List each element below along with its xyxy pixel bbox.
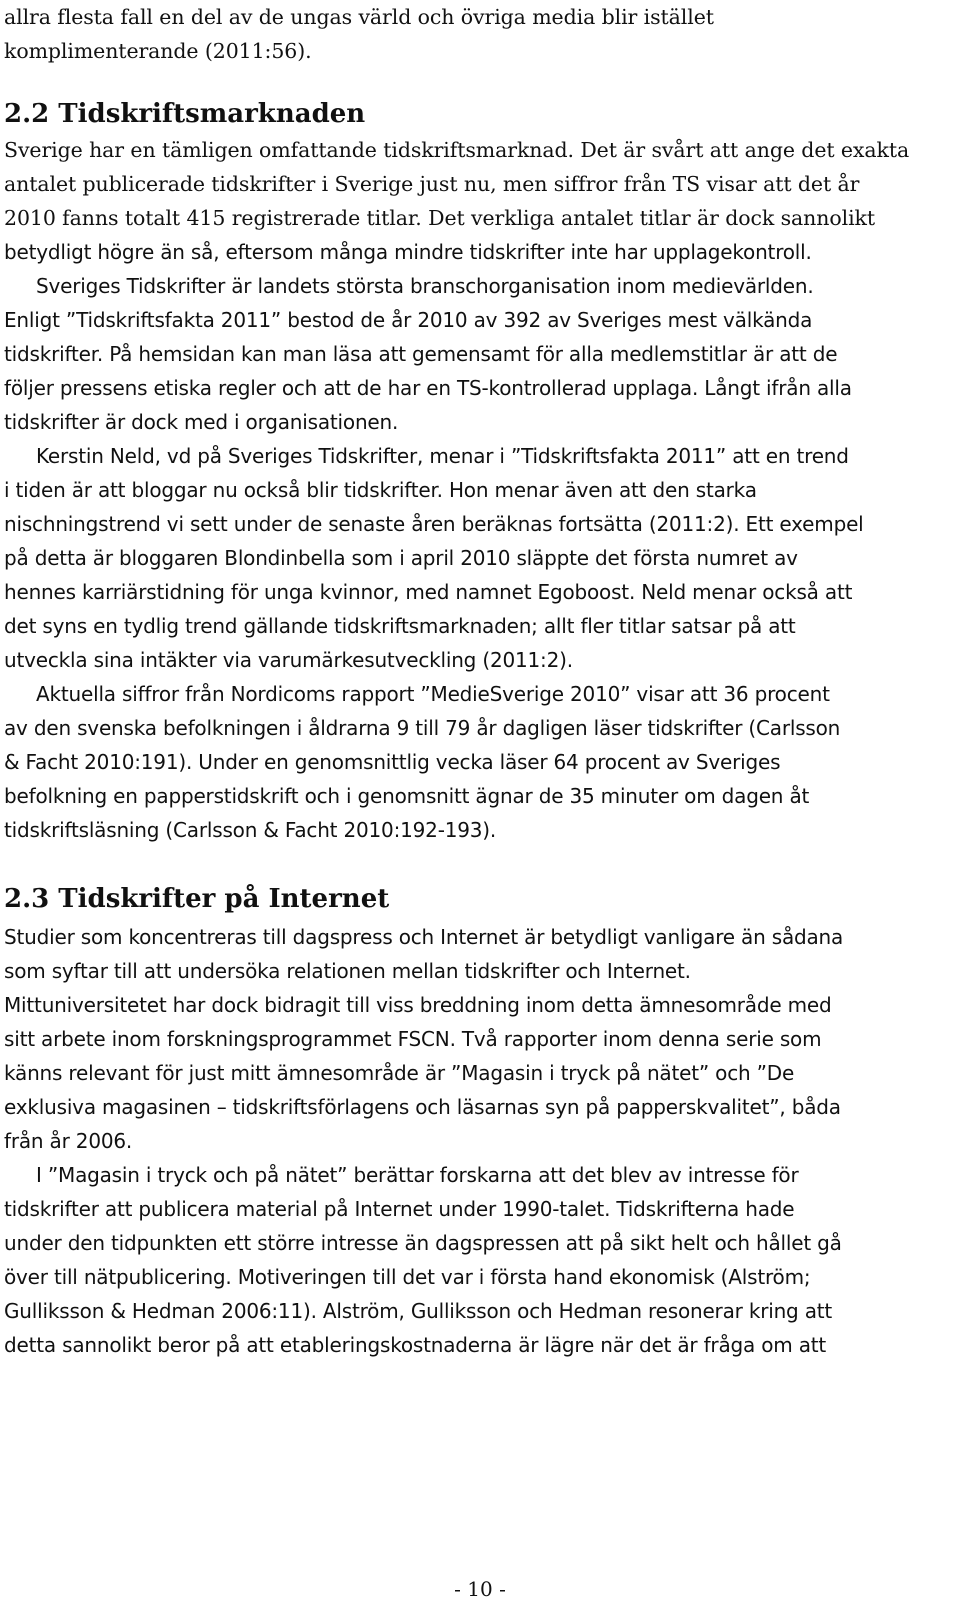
body-text-line: & Facht 2010:191). Under en genomsnittlig vecka läser 64 procent av Sveriges: [4, 750, 781, 774]
body-text-line: Studier som koncentreras till dagspress och Internet är betydligt vanligare än sådana: [4, 925, 844, 949]
body-text-line: detta sannolikt beror på att etableringskostnaderna är lägre när det är fråga om att: [4, 1333, 827, 1357]
body-text-line: tidskrifter är dock med i organisationen.: [4, 410, 399, 434]
body-text-line: I ”Magasin i tryck och på nätet” berättar forskarna att det blev av intresse för: [36, 1163, 799, 1187]
body-text-line: tidskrifter att publicera material på Internet under 1990-talet. Tidskrifterna hade: [4, 1197, 795, 1221]
body-text-line: sitt arbete inom forskningsprogrammet FSCN. Två rapporter inom denna serie som: [4, 1027, 822, 1051]
body-text-line: antalet publicerade tidskrifter i Sverige just nu, men siffror från TS visar att det år: [4, 172, 860, 196]
body-text-line: Sveriges Tidskrifter är landets största branschorganisation inom medievärlden.: [36, 274, 814, 298]
body-text-line: i tiden är att bloggar nu också blir tidskrifter. Hon menar även att den starka: [4, 478, 757, 502]
body-text-line: Enligt ”Tidskriftsfakta 2011” bestod de år 2010 av 392 av Sveriges mest välkända: [4, 308, 813, 332]
body-text-line: Aktuella siffror från Nordicoms rapport ”MedieSverige 2010” visar att 36 procent: [36, 682, 830, 706]
body-text-line: från år 2006.: [4, 1129, 133, 1153]
body-text-line: följer pressens etiska regler och att de har en TS-kontrollerad upplaga. Långt ifrån alla: [4, 376, 852, 400]
section-heading-2-3: 2.3 Tidskrifter på Internet: [4, 884, 390, 914]
body-text-line: det syns en tydlig trend gällande tidskriftsmarknaden; allt fler titlar satsar på att: [4, 614, 796, 638]
body-text-line: Mittuniversitetet har dock bidragit till viss breddning inom detta ämnesområde med: [4, 993, 832, 1017]
body-text-line: exklusiva magasinen – tidskriftsförlagens och läsarnas syn på papperskvalitet”, båda: [4, 1095, 841, 1119]
body-text-line: som syftar till att undersöka relationen mellan tidskrifter och Internet.: [4, 959, 691, 983]
body-text-line: över till nätpublicering. Motiveringen till det var i första hand ekonomisk (Alström;: [4, 1265, 811, 1289]
body-text-line: på detta är bloggaren Blondinbella som i april 2010 släppte det första numret av: [4, 546, 798, 570]
body-text-line: tidskrifter. På hemsidan kan man läsa att gemensamt för alla medlemstitlar är att de: [4, 342, 838, 366]
body-text-line: Sverige har en tämligen omfattande tidskriftsmarknad. Det är svårt att ange det exakta: [4, 138, 910, 162]
body-text-line: nischningstrend vi sett under de senaste åren beräknas fortsätta (2011:2). Ett exempel: [4, 512, 864, 536]
body-text-line: allra flesta fall en del av de ungas värld och övriga media blir istället: [4, 5, 714, 29]
body-text-line: tidskriftsläsning (Carlsson & Facht 2010:192-193).: [4, 818, 497, 842]
body-text-line: Gulliksson & Hedman 2006:11). Alström, Gulliksson och Hedman resonerar kring att: [4, 1299, 833, 1323]
body-text-line: komplimenterande (2011:56).: [4, 39, 312, 63]
body-text-line: utveckla sina intäkter via varumärkesutveckling (2011:2).: [4, 648, 573, 672]
body-text-line: Kerstin Neld, vd på Sveriges Tidskrifter, menar i ”Tidskriftsfakta 2011” att en trend: [36, 444, 849, 468]
body-text-line: hennes karriärstidning för unga kvinnor, med namnet Egoboost. Neld menar också att: [4, 580, 853, 604]
body-text-line: 2010 fanns totalt 415 registrerade titlar. Det verkliga antalet titlar är dock sannolikt: [4, 206, 875, 230]
body-text-line: betydligt högre än så, eftersom många mindre tidskrifter inte har upplagekontroll.: [4, 240, 812, 264]
section-heading-2-2: 2.2 Tidskriftsmarknaden: [4, 99, 366, 129]
page-number: - 10 -: [454, 1577, 506, 1601]
body-text-line: känns relevant för just mitt ämnesområde är ”Magasin i tryck på nätet” och ”De: [4, 1061, 795, 1085]
body-text-line: av den svenska befolkningen i åldrarna 9 till 79 år dagligen läser tidskrifter (Carlsson: [4, 716, 841, 740]
body-text-line: befolkning en papperstidskrift och i genomsnitt ägnar de 35 minuter om dagen åt: [4, 784, 810, 808]
body-text-line: under den tidpunkten ett större intresse än dagspressen att på sikt helt och hållet gå: [4, 1231, 842, 1255]
